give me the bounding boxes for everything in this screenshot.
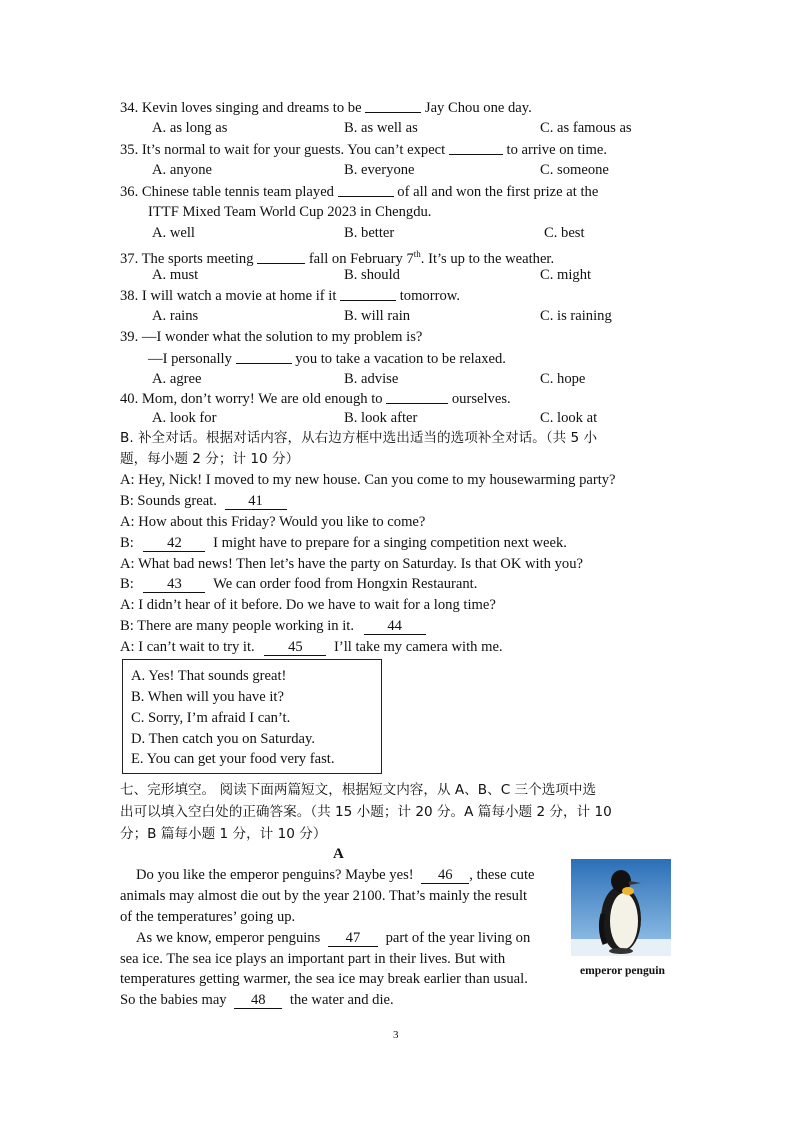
q38-stem-post: tomorrow. [399, 288, 460, 304]
passage-label: A [333, 846, 344, 862]
answer-blank [338, 182, 394, 197]
dialogue-text: B: Sounds great. [120, 493, 217, 509]
dialogue-speaker: B: [120, 535, 134, 551]
q39-stem-post: you to take a vacation to be relaxed. [295, 351, 506, 367]
q36-stem-line2: ITTF Mixed Team World Cup 2023 in Chengdu. [148, 204, 432, 220]
blank-41: 41 [225, 493, 287, 510]
q34-option-c: C. as famous as [540, 120, 632, 136]
section-7-title-line1: 七、完形填空。 阅读下面两篇短文，根据短文内容，从 A、B、C 三个选项中选 [120, 782, 597, 798]
blank-47: 47 [328, 930, 378, 947]
q35-option-a: A. anyone [152, 162, 212, 178]
q39-option-a: A. agree [152, 371, 202, 387]
dialogue-line: A: I didn’t hear of it before. Do we have to wait for a long time? [120, 597, 496, 613]
q37-option-a: A. must [152, 267, 199, 283]
dialogue-line [120, 617, 426, 635]
question-40 [120, 389, 511, 408]
page-number: 3 [393, 1029, 399, 1041]
question-37 [120, 245, 554, 268]
dialogue-line: A: How about this Friday? Would you like to come? [120, 514, 426, 530]
passage-text: part of the year living on [385, 930, 531, 946]
dialogue-text: A: I can’t wait to try it. [120, 639, 255, 655]
dialogue-line: A: What bad news! Then let’s have the party on Saturday. Is that OK with you? [120, 556, 583, 572]
q40-stem-post: ourselves. [451, 391, 511, 407]
section-b-title-line2: 题，每小题 2 分；计 10 分） [120, 451, 300, 467]
answer-blank [449, 140, 503, 155]
q34-option-a: A. as long as [152, 120, 228, 136]
q36-stem-pre: 36. Chinese table tennis team played [120, 184, 334, 200]
answer-blank [340, 286, 396, 301]
q38-option-b: B. will rain [344, 308, 411, 324]
blank-44: 44 [364, 618, 426, 635]
q37-option-c: C. might [540, 267, 592, 283]
q34-stem-post: Jay Chou one day. [424, 100, 532, 116]
dialogue-text: We can order food from Hongxin Restaurant. [213, 576, 478, 592]
passage-line: temperatures getting warmer, the sea ice may break earlier than usual. [120, 971, 528, 987]
passage-text: As we know, emperor penguins [136, 930, 321, 946]
box-option-c: C. Sorry, I’m afraid I can’t. [131, 710, 291, 726]
question-34 [120, 98, 532, 117]
answer-blank [365, 98, 421, 113]
penguin-photo-icon [571, 859, 671, 956]
dialogue-text: B: There are many people working in it. [120, 618, 354, 634]
dialogue-line: A: Hey, Nick! I moved to my new house. Can you come to my housewarming party? [120, 472, 616, 488]
q40-stem-pre: 40. Mom, don’t worry! We are old enough to [120, 391, 383, 407]
q36-stem-post: of all and won the first prize at the [397, 184, 599, 200]
answer-blank [257, 249, 305, 264]
q40-option-a: A. look for [152, 410, 217, 426]
q35-stem-post: to arrive on time. [506, 142, 608, 158]
q37-stem-mid: fall on February 7 [308, 250, 414, 267]
dialogue-line [120, 575, 477, 593]
q35-option-b: B. everyone [344, 162, 415, 178]
q39-option-c: C. hope [540, 371, 586, 387]
q36-option-c: C. best [544, 225, 585, 241]
q36-option-b: B. better [344, 225, 395, 241]
dialogue-line [120, 492, 287, 510]
passage-line [136, 866, 535, 884]
blank-45: 45 [264, 639, 326, 656]
blank-43: 43 [143, 576, 205, 593]
passage-line: of the temperatures’ going up. [120, 909, 296, 925]
blank-42: 42 [143, 535, 205, 552]
section-7-title-line2: 出可以填入空白处的正确答案。（共 15 小题；计 20 分。A 篇每小题 2 分，计 10 [120, 804, 612, 820]
image-caption: emperor penguin [580, 964, 665, 977]
q36-option-a: A. well [152, 225, 195, 241]
q37-option-b: B. should [344, 267, 400, 283]
dialogue-speaker: B: [120, 576, 134, 592]
passage-text: the water and die. [289, 992, 394, 1008]
q34-option-b: B. as well as [344, 120, 418, 136]
section-b-title-line1: B. 补全对话。根据对话内容，从右边方框中选出适当的选项补全对话。（共 5 小 [120, 430, 598, 446]
blank-48: 48 [234, 992, 282, 1009]
q39-stem-line1: 39. —I wonder what the solution to my problem is? [120, 329, 423, 345]
question-39 [148, 349, 506, 368]
question-38 [120, 286, 460, 305]
q38-option-c: C. is raining [540, 308, 612, 324]
q35-option-c: C. someone [540, 162, 609, 178]
q38-option-a: A. rains [152, 308, 199, 324]
passage-text: Do you like the emperor penguins? Maybe yes! [136, 867, 414, 883]
options-box [122, 659, 382, 774]
blank-46: 46 [421, 867, 469, 884]
box-option-b: B. When will you have it? [131, 689, 284, 705]
q39-option-b: B. advise [344, 371, 399, 387]
passage-line: animals may almost die out by the year 2100. That’s mainly the result [120, 888, 528, 904]
box-option-d: D. Then catch you on Saturday. [131, 731, 315, 747]
q37-stem-post: . It’s up to the weather. [420, 250, 555, 267]
passage-text: So the babies may [120, 992, 227, 1008]
passage-line: sea ice. The sea ice plays an important part in their lives. But with [120, 951, 506, 967]
q39-stem-pre: —I personally [148, 351, 232, 367]
dialogue-line [120, 534, 567, 552]
q37-superscript: th [413, 249, 421, 259]
passage-line [120, 991, 394, 1009]
answer-blank [386, 389, 448, 404]
question-36 [120, 182, 598, 201]
dialogue-text: I’ll take my camera with me. [334, 639, 503, 655]
passage-line [136, 929, 530, 947]
q34-stem-pre: 34. Kevin loves singing and dreams to be [120, 100, 362, 116]
q37-stem-pre: 37. The sports meeting [120, 250, 254, 267]
dialogue-text: I might have to prepare for a singing competition next week. [213, 535, 567, 551]
q35-stem-pre: 35. It’s normal to wait for your guests. You can’t expect [120, 142, 446, 158]
q38-stem-pre: 38. I will watch a movie at home if it [120, 288, 337, 304]
q40-option-b: B. look after [344, 410, 418, 426]
answer-blank [236, 349, 292, 364]
q40-option-c: C. look at [540, 410, 598, 426]
question-35 [120, 140, 607, 159]
box-option-e: E. You can get your food very fast. [131, 751, 335, 767]
section-7-title-line3: 分；B 篇每小题 1 分，计 10 分） [120, 826, 327, 842]
dialogue-line [120, 638, 503, 656]
box-option-a: A. Yes! That sounds great! [131, 668, 287, 684]
passage-text: , these cute [469, 867, 535, 883]
